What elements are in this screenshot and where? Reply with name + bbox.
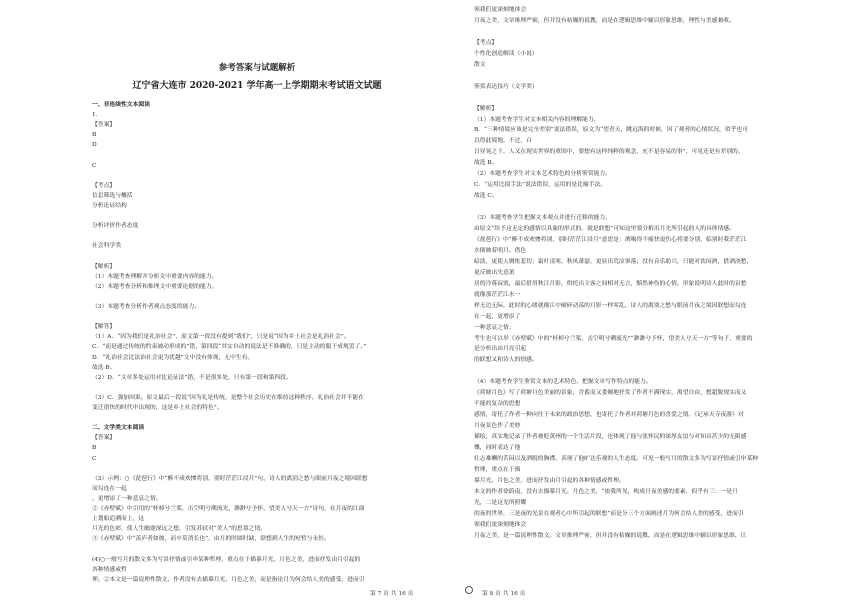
text-line: ②《赤壁赋》中引用的“桂棹兮兰桨，击空明兮溯流光，渺渺兮予怀，望美人兮天一方”诗句，在月夜的江面 (92, 506, 365, 512)
text-line: 的联想又和诗人的情感。 (474, 357, 538, 364)
text-line: 一、非连续性文本阅读 (92, 102, 150, 108)
text-line: 变迁很快的时代中出现的，这是乡土社会的特色”。 (92, 405, 223, 411)
text-line: 理。②本文是一篇说理性散文，作者没有去描摹月光、月色之美，而是指论月为何会给人美的感受，进而引 (92, 576, 365, 583)
text-line: 散文 (474, 61, 486, 68)
text-line: 【考点】 (92, 182, 116, 189)
text-line: C．“运用比拟手法”说法错误，运用的是比喻手法。 (474, 182, 607, 189)
text-line: B．“三种情境应该是完全差别”说法错误，原文为“望青天，眺远海的时候，因了观者的心情状况，似乎也可 (474, 127, 749, 134)
text-line: 日昼晃之下，人又在现实世界的重围中，要想有这样纯粹的观念，充不是容易的事”，可见还是有差别的。 (474, 149, 744, 156)
text-line: 在一起，更增添了 (474, 313, 521, 320)
text-line: D (92, 142, 97, 149)
text-line: 更反映出失意萧 (474, 269, 515, 276)
text-line: 不能的复杂的思想 (474, 401, 521, 408)
text-line: （3）本题考查学生把握文本观点并进行迁移的能力。 (474, 215, 612, 222)
text-line: （3）本题考查分析作者观点态度的能力。 (92, 304, 201, 310)
text-line: 信息筛选与概括 (92, 192, 133, 199)
text-line: 以得此境地，不过，白 (474, 138, 532, 145)
text-line: 居的冷落寂寞，最后借用秋江月影，烘托出主客之间相对无言，黯然神伤的心情，形象说明诗人此时的哀愁 (474, 280, 747, 287)
text-line: 描绘，真实地记录了作者被贬黄州的一个生活片段，也体现了他与张怀民的深厚友谊与对知音甚少的无限感 (474, 434, 747, 441)
text-line: 个性化创造解读（小说） (474, 50, 538, 57)
text-line: 【解析】 (92, 263, 116, 270)
text-line: 一种悲哀之情； (474, 324, 515, 331)
text-line: （4）本题考查学生鉴赏文本的艺术特色、把握文章写作特点的能力。 (474, 379, 652, 386)
text-line: 哲理，重点在于描 (474, 466, 521, 473)
text-line: 1. (92, 112, 98, 119)
text-line: 光，二是这光所照耀 (474, 499, 527, 506)
text-line: 各种情感或哲 (92, 566, 127, 573)
text-line: 而勾连在一起 (92, 485, 127, 492)
text-line: （1）本题考查学生对文本相关内容的理解能力。 (474, 116, 600, 123)
text-line: 【答案】 (92, 122, 116, 129)
text-line: 暗淡，更使人惆怅悲切；霜叶凌寒，秋风萧瑟，更显出荒凉寥落；没有音乐助兴，只能对饮闷酒，借酒浇愁， (474, 258, 753, 265)
text-line: （2）本题考查分析和推理文中重要论据的能力。 (92, 283, 218, 290)
text-line: 月夜景色作了美妙 (474, 423, 521, 430)
text-line: 摹月光、月色之美，进而抒发由月引起的各种情感或哲理。 (474, 477, 625, 484)
text-line: B (92, 132, 97, 139)
text-line: B (92, 445, 97, 452)
text-line: 月夜之美，是一篇说理性散文。文章推理严密，但并没有枯燥的说教，而是在逻辑思维中辅以形象思维，让 (474, 532, 747, 539)
text-line: 领我们更深刻地体会 (474, 7, 527, 13)
text-line: 故选 B。 (92, 364, 116, 371)
text-line: 是分析出由月亮引起 (474, 346, 527, 353)
text-line: 鉴赏表达技巧（文学类） (474, 83, 538, 90)
text-line: 水倒映着明月。借色 (474, 247, 527, 254)
text-line: 分析论证结构 (92, 203, 127, 209)
text-line: （2）D．“文章多处运用对比论证法”错，不是很多处，只有第一段和第四段。 (92, 374, 292, 381)
text-line: （3）C．强加因果。原文最后一段说“因为礼是传统，是整个社会历史在维持这种秩序。礼治社会并不能在 (92, 394, 364, 401)
text-line: ，更增添了一种悲哀之情。 (92, 495, 162, 502)
text-line: D．“礼治社会比法治社会更为优越”文中没有体现，无中生有。 (92, 354, 254, 361)
text-line: （1）本题考查理解并分析文中重要内容的能力。 (92, 273, 218, 280)
text-line: 慨，同时表达了他 (474, 445, 521, 451)
text-line: 的夜的世界，三是夜的光景在观者心中所引起的联想”而是分三个方面阐述月为何会给人美的感受，进而引 (474, 510, 744, 517)
text-line: （1）A．“因为我们是礼治社会”，原文第一段没有提到“我们”，只是说“因为乡土社会是礼治社会”。 (92, 334, 350, 341)
text-line: 【解答】 (92, 324, 116, 331)
text-line: 【解析】 (474, 105, 498, 112)
text-line: 月光的色彩，使人生幽邃深远之想，引发苏轼对“美人”的思慕之情。 (92, 526, 267, 533)
text-line: 上划船追溯而上，这 (92, 516, 145, 523)
text-line: 壮志难酬的苦闷以及洒脱的胸襟，表现了他旷达乐观的人生态度。可见一般写月的散文多为写景抒情或引申某种 (474, 455, 759, 462)
text-line: 分析评价作者态度 (92, 223, 139, 230)
text-line: （2）本题考查学生对文本艺术特色的分析鉴赏能力。 (474, 171, 612, 178)
page-number-right: 第 8 页 共 16 页 (482, 591, 526, 597)
text-line: (4)○一般写月的散文多为写景抒情或引申某种哲理，重点在于描摹月光、月色之美，进而抒发由月引起的 (92, 556, 361, 563)
text-line: 二、文学类文本阅读 (92, 425, 145, 432)
text-line: 故选 C。 (474, 193, 498, 200)
text-line: 【答案】 (92, 435, 116, 442)
text-line: 感情，寄托了作者一种向往于未来的政治思想，也寄托了作者对荷塘月色的喜爱之情。《记承天寺夜游》对 (474, 412, 744, 419)
text-line: 社会科学类 (92, 243, 121, 250)
text-line: ③《赤壁赋》中“羡庐者如彼，而卒莫消长也”，由月的时圆时缺，联想到人生的短暂与永恒。 (92, 536, 330, 543)
text-line: C．“而是通过传统的约束被动形成的”错，第四段“其实自动的说法是不准确的，只是主动的服于成规罢了。” (92, 344, 367, 351)
text-line: 本文的作者徐蔚南，没有去描摹月光、月色之美，“依我所见，构成月夜美感的要素，似乎有三：一是月 (474, 488, 738, 495)
text-line: 领我们更深刻地体会 (474, 521, 527, 528)
text-line: 《荷塘月色》写了荷塘月色美丽的景象，含蓄而又委婉地抒发了作者不满现实，渴望自由，想超脱现实而又 (474, 390, 747, 397)
text-line: 样无边无际，此时的心绪就像江中破碎动荡的月影一样零乱，诗人的离别之愁与眼前月夜之境因联想而勾连 (474, 302, 747, 309)
text-line: 由原文“给予这无定的感情以具象的形式的，就是联想”可知这里要分析出月光所引起的人的具体情感。 (474, 226, 735, 232)
binding-hole-icon (465, 586, 473, 594)
text-line: 故选 B。 (474, 160, 498, 167)
page-number-left: 第 7 页 共 16 页 (370, 591, 414, 597)
text-line: 考生也可以举《赤壁赋》中的“桂棹兮兰桨，击空明兮溯流光”“渺渺兮予怀，望美人兮天一方”等句子，重要的 (474, 335, 753, 342)
text-line: C (92, 162, 97, 169)
doc-subtitle: 辽宁省大连市 2020-2021 学年高一上学期期末考试语文试题 (132, 81, 382, 91)
doc-title: 参考答案与试题解析 (218, 63, 296, 73)
text-line: C (92, 455, 97, 462)
text-line: 月夜之美，文章推理严密，但并没有枯燥的说教，而是在逻辑思维中辅以形象思维，理性与美感兼收。 (474, 17, 735, 24)
text-line: 就像那茫茫江水一 (474, 291, 521, 298)
text-line: 【考点】 (474, 39, 498, 46)
text-line: 《琵琶行》中“醉不成欢惨将别，别时茫茫江浸月”意思是：酒喝得不痛快更伤心将要分别，临别时我茫茫江 (474, 236, 747, 243)
text-line: （3）示例：○《琵琶行》中“醉不成欢惨将别，别时茫茫江浸月”句，诗人的离别之愁与眼前月夜之境因联想 (92, 475, 368, 482)
